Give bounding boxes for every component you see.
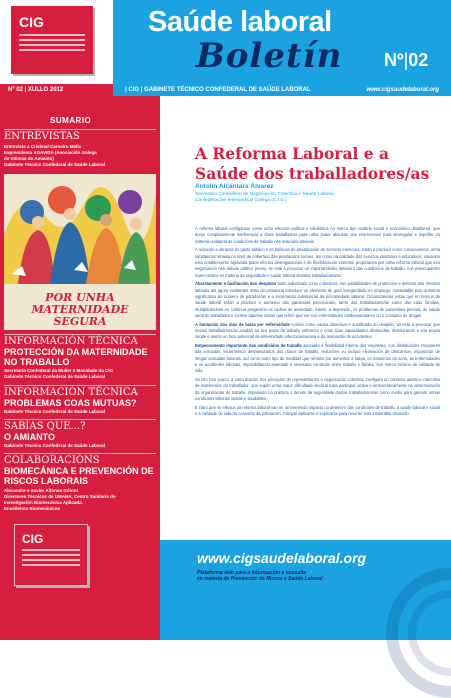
entrevistas-line: de Vítimas do Amianto) [4, 156, 54, 161]
info1-line: Secretaría Confederal da Muller e Mocidade da CIG [4, 368, 114, 373]
divider [4, 334, 156, 335]
website-link[interactable]: www.cigsaudelaboral.org [366, 87, 439, 93]
masthead [0, 0, 451, 84]
article-paragraph: É claro que os efectos da reforma laboral van ter un tremendo impacto no deterioro das condicións de traballo, a saúde laboral e social e a calidade de vida do conxunto da poboación. Cómpre aplicarse e implicarse para reverter esta intolerable situación. [195, 404, 440, 417]
colab-subheading[interactable]: BIOMECÁNICA E PREVENCIÓN DE RISCOS LABORAIS [4, 466, 154, 486]
article-paragraph: A limitación dos días de baixa por enfermidade común como causa obxectiva e xustificada do despido, xa está a provocar que moitos traballadores/as acudan ao seu posto de traballo enfermos e coas súas capacidades diminuídas, deteriorando a súa propia saúde e sendo un foco potencial de enfermidade infectocontaxiosa e da axenación de accidentes. [195, 321, 440, 340]
divider [4, 419, 156, 420]
logo-card-lines [19, 34, 85, 54]
article-paragraph: Se isto fora pouco, a conculcación dos principios de representación e negociación colectiva, configura un contexto autárico-coercitivo de indefensión do traballador, que supón unha maior dificultade sindical para participar activa e democraticamente na determinación da organización do traballo, impedindo na práctica o dereito de seguridade dos/as traballadores/as como medio para garantir unhas condicións laborais xustas e saudables. [195, 377, 440, 401]
strip-right [113, 84, 451, 96]
masthead-title: Saúde laboral [148, 6, 332, 38]
colab-line: Enxeñeiros Biomecánicos [4, 506, 61, 511]
entrevistas-line: Entrevista a Cristinal Carneiro Mella [4, 144, 82, 149]
cig-logo: CIG [22, 532, 44, 546]
entrevistas-line: Expresidenta AGAVIDA (Asociación Galega [4, 150, 97, 155]
footer-banner [160, 540, 451, 640]
footer-subtitle: Plataforma web para a información e consulta en materia de Prevención de Riscos e Saúde Laboral [197, 570, 323, 582]
entrevistas-line: Gabinete Técnico Confederal de Saúde Laboral [4, 162, 106, 167]
article-title: A Reforma Laboral e a Saúde dos traballadores/as [195, 144, 430, 183]
info2-subheading[interactable]: PROBLEMAS COAS MUTUAS? [4, 398, 137, 408]
article-affiliation: Secretario Confederal de Negociación Colectiva e Saúde Laboral Confederación Intersindical Galega (C.I.G.) [195, 192, 334, 203]
article-author: Antolín Alcántara Álvarez [195, 183, 274, 190]
cig-logo-card-bottom [14, 524, 88, 586]
sabias-subheading[interactable]: O AMIANTO [4, 432, 55, 442]
cig-logo: CIG [19, 14, 44, 30]
info2-heading[interactable]: INFORMACIÓN TÉCNICA [4, 387, 138, 398]
article-paragraph: A reforma laboral configúrase como unha elección política e ideolóxica no marco dun modelo social e económico ultraliberal, que dotou completamente inteferencia a clase traballadora para unha poder absoluto dos empresarios para desregular e impoñer do sistema unilateral as condicións de traballo nas relacións laborais. [195, 226, 440, 244]
colab-line: Directores Técnicos de UMANA, Centro Sanitario de [4, 494, 116, 499]
issue-number: Nº|02 [384, 50, 429, 70]
article-paragraph: Empeoramento importante das condicións de traballo asociado á flexibilidad interna das empresas, con distribucións irregulares das xornadas, incrementos desmesurados dos ritmos de traballo, reducións ou incluso eliminación de descansos, imposición de longas xornadas laborais, así como outro tipo de medidas que remiten por aumentar a fatiga, os trastornos do sono, as enfermidades e os accidentes laborais, imposibilitando asemade a necesaria condición entre traballo e familia, nun marco mínimo de calidade de vida. [195, 343, 440, 374]
info2-line: Gabinete Técnico Confederal de Saúde Laboral [4, 409, 106, 414]
sabias-heading[interactable]: SABÍAS QUE...? [4, 421, 86, 432]
masthead-subtitle: Boletín [196, 36, 343, 76]
divider [4, 129, 156, 130]
poster-slogan: POR UNHA MATERNIDADE SEGURA [31, 291, 129, 328]
gabinete-label: | CIG | GABINETE TÉCNICO CONFEDERAL DE SAÚDE LABORAL [125, 87, 311, 93]
footer-url-link[interactable]: www.cigsaudelaboral.org [197, 550, 367, 566]
summary-sidebar [0, 96, 160, 640]
colab-heading[interactable]: COLABORACIÓNS [4, 455, 100, 466]
issue-date: Nº 02 | XULLO 2012 [0, 84, 113, 96]
info1-subheading[interactable]: PROTECCIÓN DA MATERNIDADE NO TRABALLO [4, 347, 148, 367]
cig-logo-card [11, 6, 93, 74]
article-paragraph: Abaratamento e facilitación dos despidos tanto individuais como colectivos, son posibilidades de protección e defensa dos dereitos laborais ata agora existentes. Esta circunstancia introduce un elemento de gran inseguridade no emprego, constatable polo aumento significativo do número de parados/as e o incremento substancial da precariedade laboral. Circunstancias estas que en termos de saúde laboral están a producir o aumento das patoloxías psicosociais, tanto dos traballadores/as como das súas familias, multiplicándose en continua progresión os cadros de ansiedade, estrés, a depresión, os problemas de autoestima persoal, de saúde xeral do traballador e inclese aquelas outras que teñen que ver con enfermidades cardiovasculares ou o consumo de drogas. [195, 281, 440, 318]
maternity-poster [4, 174, 156, 330]
colab-line: Investigación Biomecánica Aplicada. [4, 500, 83, 505]
sabias-line: Gabinete Técnico Confederal de Saúde Laboral [4, 443, 106, 448]
info1-heading[interactable]: INFORMACIÓN TÉCNICA [4, 336, 138, 347]
info-strip [0, 84, 451, 96]
colab-line: Alexandre e Xavier Alfonso Gómez [4, 488, 79, 493]
summary-title: SUMARIO [50, 116, 92, 125]
entrevistas-heading[interactable]: ENTREVISTAS [4, 131, 80, 142]
article-paragraph: A redución a ultranza do gasto público e as políticas de privatización de servizos esenciais, están a producir como consecuencia, unha substancial rebaixa no nivel de cobertura das prestacións sociais, así como na calidade dos servizos sanitarios e educativos; situación esta notablemente agravada polos efectos desregulacións e de flexibilización extrema, propiciados por unha reforma laboral que sen negociación nen debate público previo, se está a provocar un importantísimo deterioro das condicións de traballo, con preocupantes repercusións en materia da seguridade e saúde laboral dos/das traballadores/as: [195, 247, 440, 278]
logo-card-lines [22, 549, 80, 569]
article-body [195, 226, 440, 420]
divider [4, 453, 156, 454]
divider [4, 385, 156, 386]
info1-line: Gabinete Técnico Confederal de Saúde Laboral [4, 374, 106, 379]
